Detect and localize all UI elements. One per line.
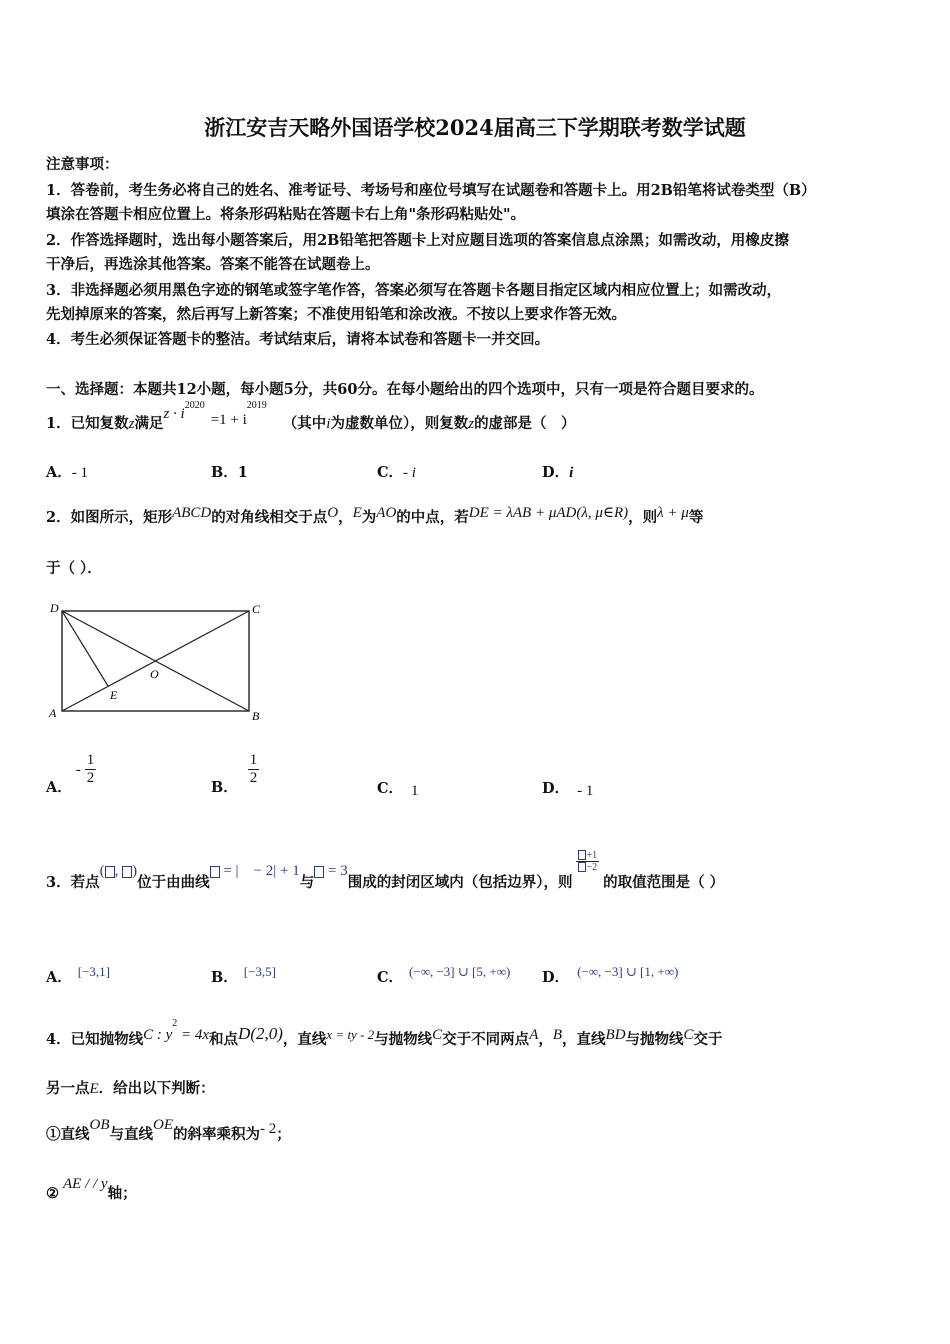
label-o: O	[150, 667, 159, 681]
q4-judgment-2: ②AE / / y轴；	[46, 1176, 137, 1202]
q4-judgment-1: ①直线OB与直线OE的斜率乘积为- 2；	[46, 1117, 291, 1143]
q1-stem: 1．已知复数z满足$z \cdot i^{2020}=1 + i^{2019}$（其中i为虚数单位），则复数z的虚部是（ ）	[46, 400, 576, 432]
notes-heading: 注意事项：	[46, 156, 119, 173]
q1-option-c: C．- i	[377, 464, 416, 481]
q4-stem: 4．已知抛物线C : $y^2 = 4x$和点D(2,0)，直线x = ty - 2与抛物线C交于不同两点A，B，直线BD与抛物线C交于	[46, 1018, 723, 1048]
q1-option-b: B．1	[211, 464, 248, 481]
note-line-2: 填涂在答题卡相应位置上。将条形码粘贴在答题卡右上角"条形码粘贴处"。	[46, 206, 526, 223]
label-d: D	[50, 601, 59, 615]
note-line-1: 1．答卷前，考生务必将自己的姓名、准考证号、考场号和座位号填写在试题卷和答题卡上。用2B铅笔将试卷类型（B）	[46, 182, 816, 199]
q2-option-a: A．- $\frac{1}{2}$	[46, 752, 95, 796]
q1-option-d: D．i	[542, 464, 574, 481]
q2-stem: 2．如图所示，矩形ABCD的对角线相交于点O，E为AO的中点，若DE = λAB + μAD(λ, μ∈R)，则λ + μ等	[46, 505, 704, 526]
note-line-3: 2．作答选择题时，选出每小题答案后，用2B铅笔把答题卡上对应题目选项的答案信息点涂黑；如需改动，用橡皮擦	[46, 232, 789, 249]
q1-option-a: A．- 1	[46, 464, 89, 481]
q3-option-a: A． [−3,1]	[46, 964, 111, 986]
rectangle-diagram	[44, 598, 270, 726]
q3-stem: 3．若点( , )位于由曲线 = | − 2| + 1与 = 3围成的封闭区域内（包括边界），则 $\frac{+1}{-2}$ 的取值范围是（ ）	[46, 849, 725, 891]
q2-option-c: C． 1	[377, 780, 419, 799]
q2-option-d: D． - 1	[542, 780, 594, 799]
label-a: A	[49, 706, 57, 720]
q4-stem-cont: 另一点E．给出以下判断：	[46, 1080, 215, 1097]
label-c: C	[252, 602, 261, 616]
q3-option-b: B． [−3,5]	[211, 964, 277, 986]
q2-stem-cont: 于（ ）．	[46, 560, 102, 577]
note-line-4: 干净后，再选涂其他答案。答案不能答在试题卷上。	[46, 256, 380, 273]
note-line-6: 先划掉原来的答案，然后再写上新答案；不准使用铅笔和涂改液。不按以上要求作答无效。	[46, 306, 626, 323]
q3-option-c: C． (−∞, −3] ∪ [5, +∞)	[377, 964, 511, 986]
segment-de	[62, 611, 108, 686]
section-heading: 一、选择题：本题共12小题，每小题5分，共60分。在每小题给出的四个选项中，只有一项是符合题目要求的。	[46, 381, 764, 398]
label-e: E	[110, 688, 118, 702]
page-title: 浙江安吉天略外国语学校2024届高三下学期联考数学试题	[204, 115, 746, 140]
q3-option-d: D． (−∞, −3] ∪ [1, +∞)	[542, 964, 679, 986]
note-line-7: 4．考生必须保证答题卡的整洁。考试结束后，请将本试卷和答题卡一并交回。	[46, 331, 550, 348]
label-b: B	[252, 709, 260, 723]
note-line-5: 3．非选择题必须用黑色字迹的钢笔或签字笔作答，答案必须写在答题卡各题目指定区域内相应位置上；如需改动，	[46, 282, 782, 299]
q2-option-b: B． $\frac{1}{2}$	[211, 752, 258, 796]
